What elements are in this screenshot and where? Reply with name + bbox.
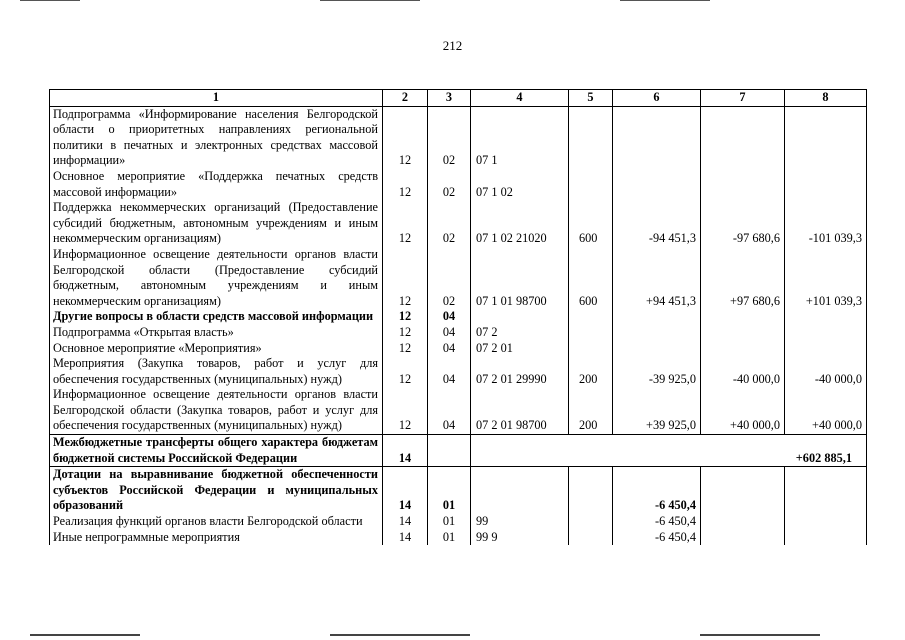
- cell-section: 12: [383, 309, 428, 325]
- cell-merged-total: +602 885,1: [471, 435, 867, 467]
- cell-section: 14: [383, 467, 428, 514]
- top-rule-mid: [320, 0, 420, 1]
- cell-type: [569, 467, 613, 514]
- row-name: Подпрограмма «Информирование населения Белгородской области о приоритетных направлениях региональной политики в печатных и электронных средствах массовой информации»: [50, 106, 383, 169]
- cell-amount-1: [613, 325, 701, 341]
- cell-target: 07 2 01: [471, 341, 569, 357]
- cell-section: 12: [383, 247, 428, 309]
- cell-section: 12: [383, 341, 428, 357]
- cell-amount-1: +94 451,3: [613, 247, 701, 309]
- cell-subsection: 04: [428, 356, 471, 387]
- cell-amount-2: [701, 341, 785, 357]
- cell-amount-2: +40 000,0: [701, 387, 785, 434]
- cell-amount-3: [785, 467, 867, 514]
- cell-amount-3: +101 039,3: [785, 247, 867, 309]
- cell-target: 99: [471, 514, 569, 530]
- cell-amount-3: [785, 169, 867, 200]
- cell-section: 14: [383, 514, 428, 530]
- cell-type: [569, 169, 613, 200]
- row-name: Межбюджетные трансферты общего характера бюджетам бюджетной системы Российской Федерации: [50, 435, 383, 467]
- row-name: Информационное освещение деятельности органов власти Белгородской области (Предоставление субсидий бюджетным, автономным учреждениям и иным некоммерческим организациям): [50, 247, 383, 309]
- cell-subsection: 04: [428, 309, 471, 325]
- cell-amount-2: [701, 169, 785, 200]
- col-header: 5: [569, 90, 613, 107]
- col-header: 6: [613, 90, 701, 107]
- row-name: Реализация функций органов власти Белгородской области: [50, 514, 383, 530]
- cell-section: 14: [383, 530, 428, 546]
- cell-type: 200: [569, 387, 613, 434]
- cell-amount-2: [701, 530, 785, 546]
- cell-type: 600: [569, 200, 613, 247]
- cell-target: 07 2: [471, 325, 569, 341]
- cell-section: 12: [383, 169, 428, 200]
- cell-amount-3: [785, 514, 867, 530]
- cell-amount-3: +40 000,0: [785, 387, 867, 434]
- table-row: [50, 309, 867, 325]
- cell-target: [471, 467, 569, 514]
- table-row: [50, 247, 867, 309]
- cell-subsection: 02: [428, 200, 471, 247]
- cell-target: 07 2 01 98700: [471, 387, 569, 434]
- row-name: Мероприятия (Закупка товаров, работ и услуг для обеспечения государственных (муниципальных) нужд): [50, 356, 383, 387]
- bottom-rule-mid: [330, 634, 470, 636]
- top-rule-left: [20, 0, 80, 1]
- cell-section: 12: [383, 356, 428, 387]
- table-row: [50, 341, 867, 357]
- cell-amount-3: [785, 309, 867, 325]
- cell-subsection: 04: [428, 341, 471, 357]
- table-row: [50, 530, 867, 546]
- table-row: [50, 387, 867, 434]
- table-row: [50, 356, 867, 387]
- cell-type: [569, 341, 613, 357]
- table-row: [50, 106, 867, 169]
- cell-amount-2: [701, 309, 785, 325]
- row-name: Поддержка некоммерческих организаций (Предоставление субсидий бюджетным, автономным учреждениям и иным некоммерческим организациям): [50, 200, 383, 247]
- cell-amount-3: [785, 106, 867, 169]
- col-header: 7: [701, 90, 785, 107]
- cell-subsection: 01: [428, 467, 471, 514]
- cell-amount-2: [701, 514, 785, 530]
- cell-section: 12: [383, 325, 428, 341]
- cell-amount-3: [785, 530, 867, 546]
- cell-amount-1: -6 450,4: [613, 467, 701, 514]
- cell-target: 07 1 02 21020: [471, 200, 569, 247]
- cell-amount-1: -6 450,4: [613, 514, 701, 530]
- cell-target: 07 1: [471, 106, 569, 169]
- cell-amount-2: [701, 325, 785, 341]
- table-row: [50, 325, 867, 341]
- budget-table: [49, 89, 867, 545]
- col-header: 1: [50, 90, 383, 107]
- table-header-row: [50, 90, 867, 107]
- row-name: Информационное освещение деятельности органов власти Белгородской области (Закупка товаров, работ и услуг для обеспечения государственных (муниципальных) нужд): [50, 387, 383, 434]
- cell-subsection: 01: [428, 530, 471, 546]
- row-name: Другие вопросы в области средств массовой информации: [50, 309, 383, 325]
- row-name: Иные непрограммные мероприятия: [50, 530, 383, 546]
- table-row: [50, 514, 867, 530]
- cell-subsection: 02: [428, 106, 471, 169]
- table-row: [50, 200, 867, 247]
- cell-section: 12: [383, 387, 428, 434]
- cell-amount-1: -94 451,3: [613, 200, 701, 247]
- cell-amount-3: -101 039,3: [785, 200, 867, 247]
- table-row: [50, 435, 867, 467]
- cell-subsection: 02: [428, 169, 471, 200]
- col-header: 3: [428, 90, 471, 107]
- cell-amount-1: [613, 341, 701, 357]
- cell-amount-1: -39 925,0: [613, 356, 701, 387]
- cell-section: 12: [383, 200, 428, 247]
- table-row: [50, 169, 867, 200]
- bottom-rule-left: [30, 634, 140, 636]
- top-rule-right: [620, 0, 710, 1]
- cell-type: [569, 106, 613, 169]
- row-name: Основное мероприятие «Поддержка печатных средств массовой информации»: [50, 169, 383, 200]
- cell-amount-3: [785, 341, 867, 357]
- cell-target: 07 1 02: [471, 169, 569, 200]
- cell-type: 200: [569, 356, 613, 387]
- cell-amount-2: -40 000,0: [701, 356, 785, 387]
- cell-subsection: 04: [428, 325, 471, 341]
- cell-amount-1: [613, 169, 701, 200]
- cell-target: 07 1 01 98700: [471, 247, 569, 309]
- page-number: 212: [442, 38, 463, 53]
- cell-type: [569, 325, 613, 341]
- cell-target: [471, 309, 569, 325]
- row-name: Основное мероприятие «Мероприятия»: [50, 341, 383, 357]
- cell-subsection: [428, 435, 471, 467]
- cell-section: 14: [383, 435, 428, 467]
- cell-amount-3: [785, 325, 867, 341]
- cell-type: [569, 530, 613, 546]
- table-row: [50, 467, 867, 514]
- col-header: 2: [383, 90, 428, 107]
- cell-amount-1: [613, 106, 701, 169]
- cell-type: [569, 309, 613, 325]
- row-name: Дотации на выравнивание бюджетной обеспеченности субъектов Российской Федерации и муниципальных образований: [50, 467, 383, 514]
- cell-amount-2: [701, 106, 785, 169]
- cell-amount-3: -40 000,0: [785, 356, 867, 387]
- col-header: 8: [785, 90, 867, 107]
- cell-subsection: 04: [428, 387, 471, 434]
- cell-type: 600: [569, 247, 613, 309]
- cell-amount-2: [701, 467, 785, 514]
- row-name: Подпрограмма «Открытая власть»: [50, 325, 383, 341]
- cell-amount-2: +97 680,6: [701, 247, 785, 309]
- cell-amount-2: -97 680,6: [701, 200, 785, 247]
- cell-amount-1: +39 925,0: [613, 387, 701, 434]
- cell-target: 07 2 01 29990: [471, 356, 569, 387]
- cell-section: 12: [383, 106, 428, 169]
- cell-subsection: 01: [428, 514, 471, 530]
- cell-target: 99 9: [471, 530, 569, 546]
- bottom-rule-right: [700, 634, 820, 636]
- cell-amount-1: -6 450,4: [613, 530, 701, 546]
- cell-amount-1: [613, 309, 701, 325]
- col-header: 4: [471, 90, 569, 107]
- cell-type: [569, 514, 613, 530]
- cell-subsection: 02: [428, 247, 471, 309]
